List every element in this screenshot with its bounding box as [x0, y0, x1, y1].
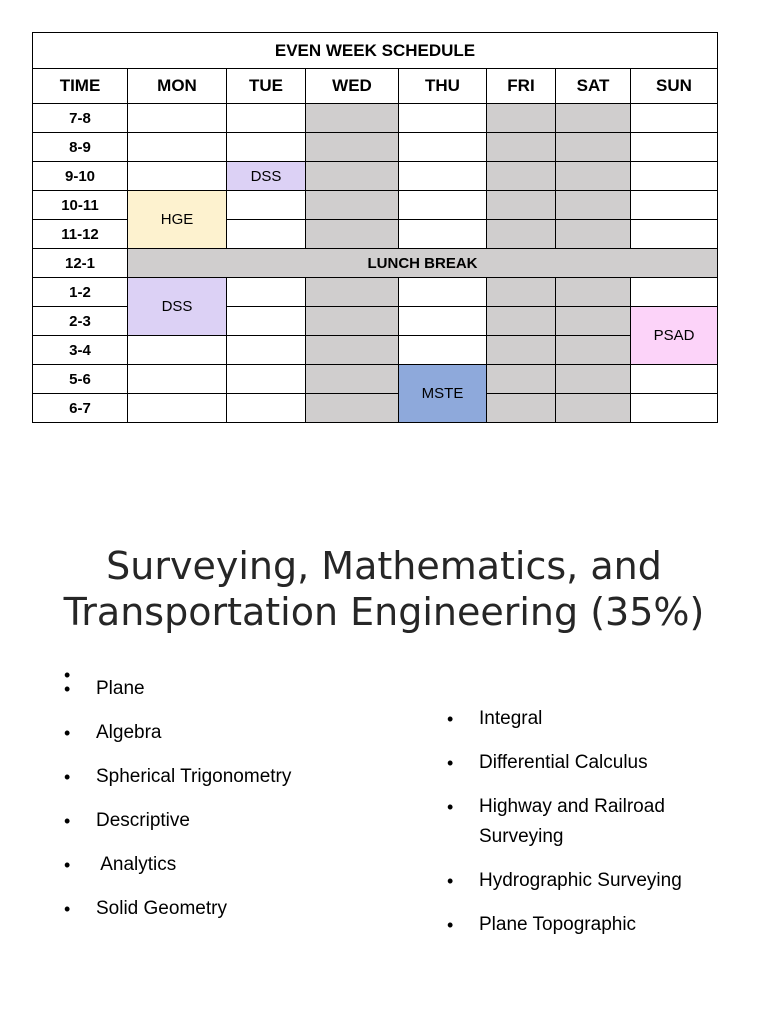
table-row — [33, 191, 718, 220]
off-day-cell — [306, 162, 399, 191]
empty-cell — [128, 365, 227, 394]
empty-cell — [631, 162, 718, 191]
off-day-cell — [487, 336, 556, 365]
list-item: • Descriptive — [64, 806, 404, 836]
hge-block: HGE — [128, 191, 227, 249]
table-row — [33, 249, 718, 278]
dss-block: DSS — [227, 162, 306, 191]
empty-cell — [399, 104, 487, 133]
header-tue: TUE — [227, 69, 306, 104]
list-item: • Plane Topographic — [447, 910, 717, 940]
header-wed: WED — [306, 69, 399, 104]
time-cell: 5-6 — [33, 365, 128, 394]
empty-cell — [227, 133, 306, 162]
empty-cell — [631, 104, 718, 133]
off-day-cell — [487, 220, 556, 249]
header-fri: FRI — [487, 69, 556, 104]
table-row — [33, 336, 718, 365]
off-day-cell — [306, 394, 399, 423]
empty-cell — [227, 394, 306, 423]
table-row — [33, 133, 718, 162]
off-day-cell — [306, 278, 399, 307]
empty-cell — [227, 191, 306, 220]
off-day-cell — [306, 191, 399, 220]
empty-cell — [399, 133, 487, 162]
off-day-cell — [556, 133, 631, 162]
header-sun: SUN — [631, 69, 718, 104]
off-day-cell — [556, 365, 631, 394]
list-item: • Differential Calculus — [447, 748, 717, 778]
off-day-cell — [487, 104, 556, 133]
header-sat: SAT — [556, 69, 631, 104]
empty-cell — [128, 162, 227, 191]
table-row — [33, 278, 718, 307]
off-day-cell — [487, 307, 556, 336]
even-week-schedule-table — [32, 32, 718, 423]
off-day-cell — [487, 133, 556, 162]
off-day-cell — [306, 336, 399, 365]
empty-cell — [399, 162, 487, 191]
off-day-cell — [556, 336, 631, 365]
off-day-cell — [556, 278, 631, 307]
psad-block: PSAD — [631, 307, 718, 365]
off-day-cell — [487, 191, 556, 220]
off-day-cell — [556, 104, 631, 133]
empty-cell — [399, 220, 487, 249]
table-row — [33, 394, 718, 423]
off-day-cell — [556, 307, 631, 336]
empty-cell — [128, 104, 227, 133]
list-item: • Spherical Trigonometry — [64, 762, 404, 792]
empty-cell — [128, 394, 227, 423]
empty-cell — [227, 307, 306, 336]
off-day-cell — [306, 365, 399, 394]
empty-cell — [631, 394, 718, 423]
off-day-cell — [556, 220, 631, 249]
time-cell: 8-9 — [33, 133, 128, 162]
time-cell: 6-7 — [33, 394, 128, 423]
time-cell: 10-11 — [33, 191, 128, 220]
time-cell: 7-8 — [33, 104, 128, 133]
off-day-cell — [487, 394, 556, 423]
time-cell: 9-10 — [33, 162, 128, 191]
list-item: • Integral — [447, 704, 717, 734]
time-cell: 12-1 — [33, 249, 128, 278]
lunch-break-cell: LUNCH BREAK — [128, 249, 718, 278]
header-time: TIME — [33, 69, 128, 104]
time-cell: 3-4 — [33, 336, 128, 365]
dss-block: DSS — [128, 278, 227, 336]
off-day-cell — [306, 104, 399, 133]
empty-cell — [631, 220, 718, 249]
empty-cell — [399, 336, 487, 365]
off-day-cell — [487, 278, 556, 307]
off-day-cell — [306, 220, 399, 249]
empty-cell — [227, 220, 306, 249]
schedule-title: EVEN WEEK SCHEDULE — [33, 33, 718, 69]
empty-cell — [227, 278, 306, 307]
list-item: • Analytics — [64, 850, 404, 880]
empty-cell — [631, 278, 718, 307]
table-row — [33, 104, 718, 133]
list-item: • Solid Geometry — [64, 894, 404, 924]
list-item: • Hydrographic Surveying — [447, 866, 717, 896]
off-day-cell — [306, 307, 399, 336]
empty-cell — [227, 104, 306, 133]
section-heading: Surveying, Mathematics, and Transportation Engineering (35%) — [63, 544, 705, 634]
empty-cell — [399, 191, 487, 220]
time-cell: 2-3 — [33, 307, 128, 336]
off-day-cell — [487, 365, 556, 394]
empty-cell — [399, 278, 487, 307]
topic-list-left — [64, 660, 404, 938]
empty-cell — [631, 133, 718, 162]
empty-cell — [227, 365, 306, 394]
off-day-cell — [556, 394, 631, 423]
off-day-cell — [556, 162, 631, 191]
table-row — [33, 162, 718, 191]
list-item: • Algebra — [64, 718, 404, 748]
header-thu: THU — [399, 69, 487, 104]
list-item: • Highway and Railroad Surveying — [447, 792, 717, 852]
table-row — [33, 365, 718, 394]
topic-list-right — [447, 704, 717, 954]
empty-cell — [227, 336, 306, 365]
time-cell: 1-2 — [33, 278, 128, 307]
list-item: • Plane — [64, 674, 404, 704]
empty-cell — [399, 307, 487, 336]
empty-cell — [128, 133, 227, 162]
time-cell: 11-12 — [33, 220, 128, 249]
off-day-cell — [487, 162, 556, 191]
off-day-cell — [556, 191, 631, 220]
empty-cell — [128, 336, 227, 365]
mste-block: MSTE — [399, 365, 487, 423]
empty-cell — [631, 365, 718, 394]
empty-cell — [631, 191, 718, 220]
header-mon: MON — [128, 69, 227, 104]
off-day-cell — [306, 133, 399, 162]
